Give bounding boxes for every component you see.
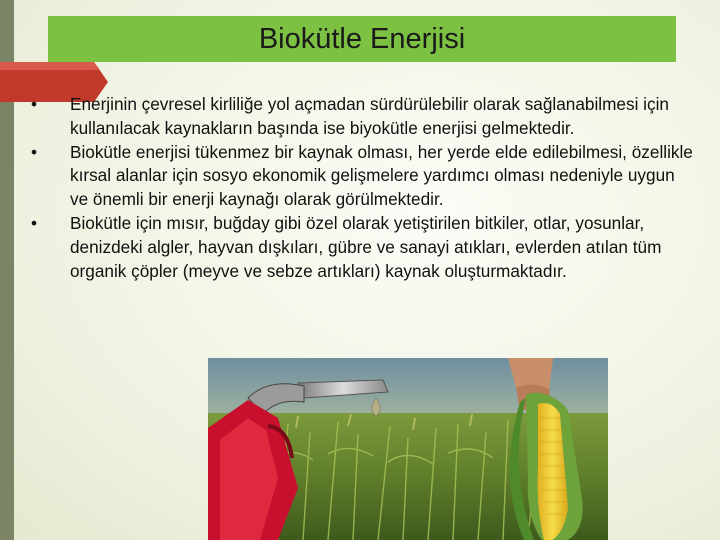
bullet-dot-icon: • <box>31 94 38 114</box>
bullet-item <box>24 93 694 141</box>
bullet-lead: Biokütle <box>70 212 132 233</box>
bullet-item <box>24 212 694 283</box>
bullet-list <box>24 93 694 283</box>
bullet-text: tükenmez bir kaynak olması, her yerde elde edilebilmesi, özellikle kırsal alanlar için sosyo ekonomik gelişmelere yardımcı olması nedeniyle uygun ve önemli bir enerji kaynağı olarak görülmektedir. <box>70 141 693 210</box>
bullet-item <box>24 141 694 212</box>
slide-title: Biokütle Enerjisi <box>48 16 676 62</box>
bullet-text: Enerjinin çevresel kirliliğe yol açmadan sürdürülebilir olarak sağlanabilmesi için kullanılacak kaynakların başında ise biyokütle enerjisi gelmektedir. <box>70 94 669 138</box>
bullet-dot-icon: • <box>31 141 38 162</box>
bullet-lead: Biokütle enerjisi <box>70 141 191 162</box>
corn-field-fuel-nozzle-photo <box>208 358 608 540</box>
bullet-text: için mısır, buğday gibi özel olarak yetiştirilen bitkiler, otlar, yosunlar, denizdeki algler, hayvan dışkıları, gübre ve sanayi atıkları, evlerden atılan tüm organik çöpler (meyve ve sebze artıkları) kaynak oluşturmaktadır. <box>70 212 662 281</box>
bullet-dot-icon: • <box>31 212 38 233</box>
